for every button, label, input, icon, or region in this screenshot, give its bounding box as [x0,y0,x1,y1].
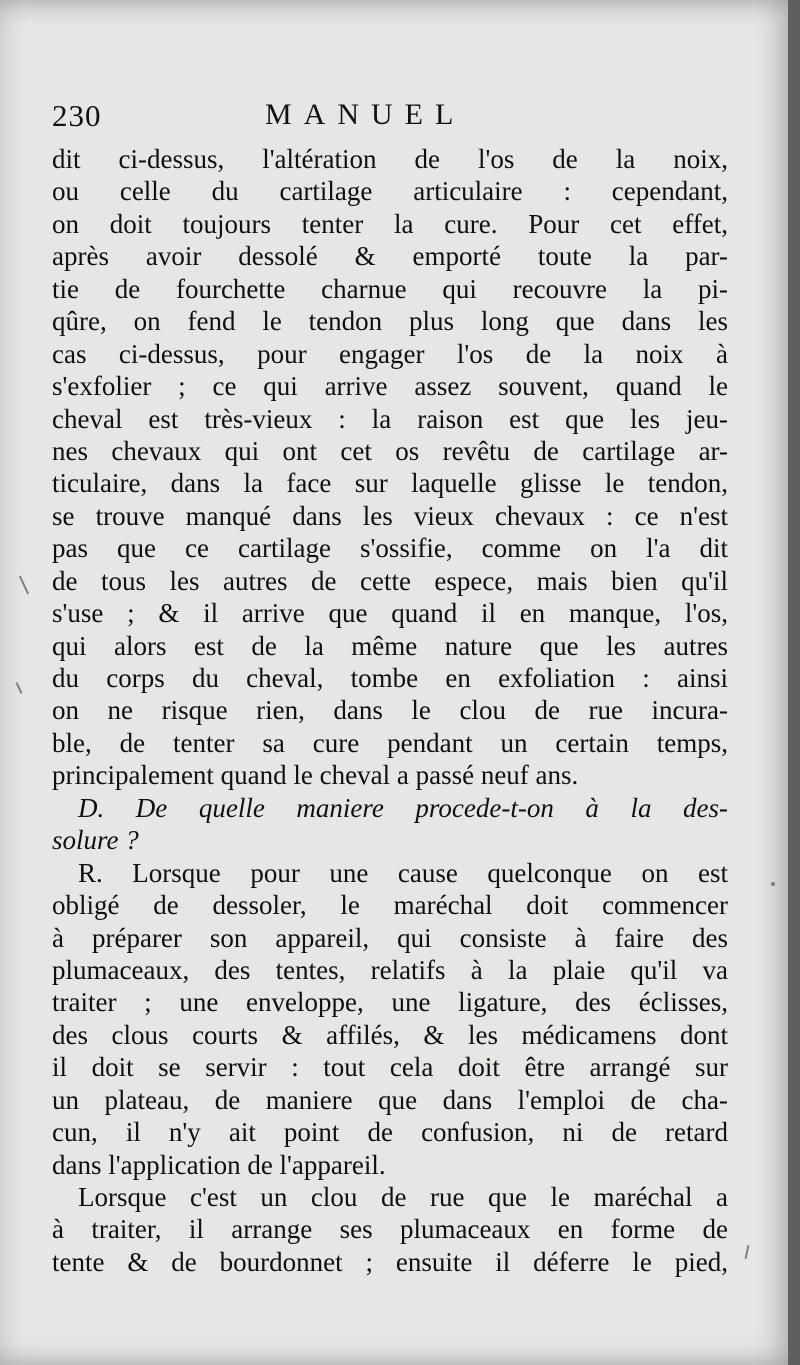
page-number: 230 [52,98,102,133]
text-line-2: ou celle du cartilage articulaire : cependant, [52,176,728,207]
margin-mark [16,682,23,694]
text-line-8: s'exfolier ; ce qui arrive assez souvent, quand le [52,371,728,402]
text-line-4: après avoir dessolé & emporté toute la par- [52,241,728,272]
text-line-18: on ne risque rien, dans le clou de rue incura- [52,695,728,726]
text-line-13: pas que ce cartilage s'ossifie, comme on l'a dit [52,533,728,564]
text-line-1: dit ci-dessus, l'altération de l'os de la noix, [52,144,728,174]
text-line-15: s'use ; & il arrive que quand il en manque, l'os, [52,598,728,629]
text-line-11: ticulaire, dans la face sur laquelle glisse le tendon, [52,468,728,499]
answer-line-3: à préparer son appareil, qui consiste à faire des [52,922,728,953]
body-text [52,143,728,1278]
text-line-6: qûre, on fend le tendon plus long que dans les [52,306,728,337]
text-line-9: cheval est très-vieux : la raison est que les jeu- [52,403,728,434]
text-line-7: cas ci-dessus, pour engager l'os de la noix à [52,338,728,369]
running-head: MANUEL [265,98,466,131]
paragraph-line-1: Lorsque c'est un clou de rue que le maréchal a [78,1182,728,1212]
answer-line-6: des clous courts & affilés, & les médicamens dont [52,1019,728,1050]
text-line-12: se trouve manqué dans les vieux chevaux : ce n'est [52,500,728,531]
question-line-1: D. De quelle maniere procede-t-on à la des- [78,792,728,823]
answer-line-10: dans l'application de l'appareil. [52,1149,386,1180]
text-line-17: du corps du cheval, tombe en exfoliation : ainsi [52,663,728,693]
text-line-10: nes chevaux qui ont cet os revêtu de cartilage ar- [52,435,728,466]
text-line-16: qui alors est de la même nature que les autres [52,630,728,661]
answer-line-1: R. Lorsque pour une cause quelconque on est [78,857,728,888]
margin-mark [19,576,29,595]
page-header [52,98,752,138]
answer-line-9: cun, il n'y ait point de confusion, ni de retard [52,1117,728,1148]
answer-line-7: il doit se servir : tout cela doit être arrangé sur [52,1052,728,1083]
text-line-5: tie de fourchette charnue qui recouvre la pi- [52,273,728,304]
text-line-19: ble, de tenter sa cure pendant un certain temps, [52,727,728,758]
answer-line-4: plumaceaux, des tentes, relatifs à la plaie qu'il va [52,954,728,985]
answer-line-5: traiter ; une enveloppe, une ligature, des éclisses, [52,987,728,1018]
paragraph-line-3: tente & de bourdonnet ; ensuite il déferre le pied, [52,1246,728,1277]
question-line-2: solure ? [52,825,139,856]
answer-line-8: un plateau, de maniere que dans l'emploi de cha- [52,1084,728,1115]
text-line-20: principalement quand le cheval a passé neuf ans. [52,760,579,791]
page-shadow-edge [788,0,800,1365]
paper-speck [745,1245,750,1259]
answer-line-2: obligé de dessoler, le maréchal doit commencer [52,890,728,921]
text-line-14: de tous les autres de cette espece, mais bien qu'il [52,565,728,596]
paper-speck [771,882,775,886]
paragraph-line-2: à traiter, il arrange ses plumaceaux en forme de [52,1214,728,1245]
text-line-3: on doit toujours tenter la cure. Pour cet effet, [52,208,728,239]
